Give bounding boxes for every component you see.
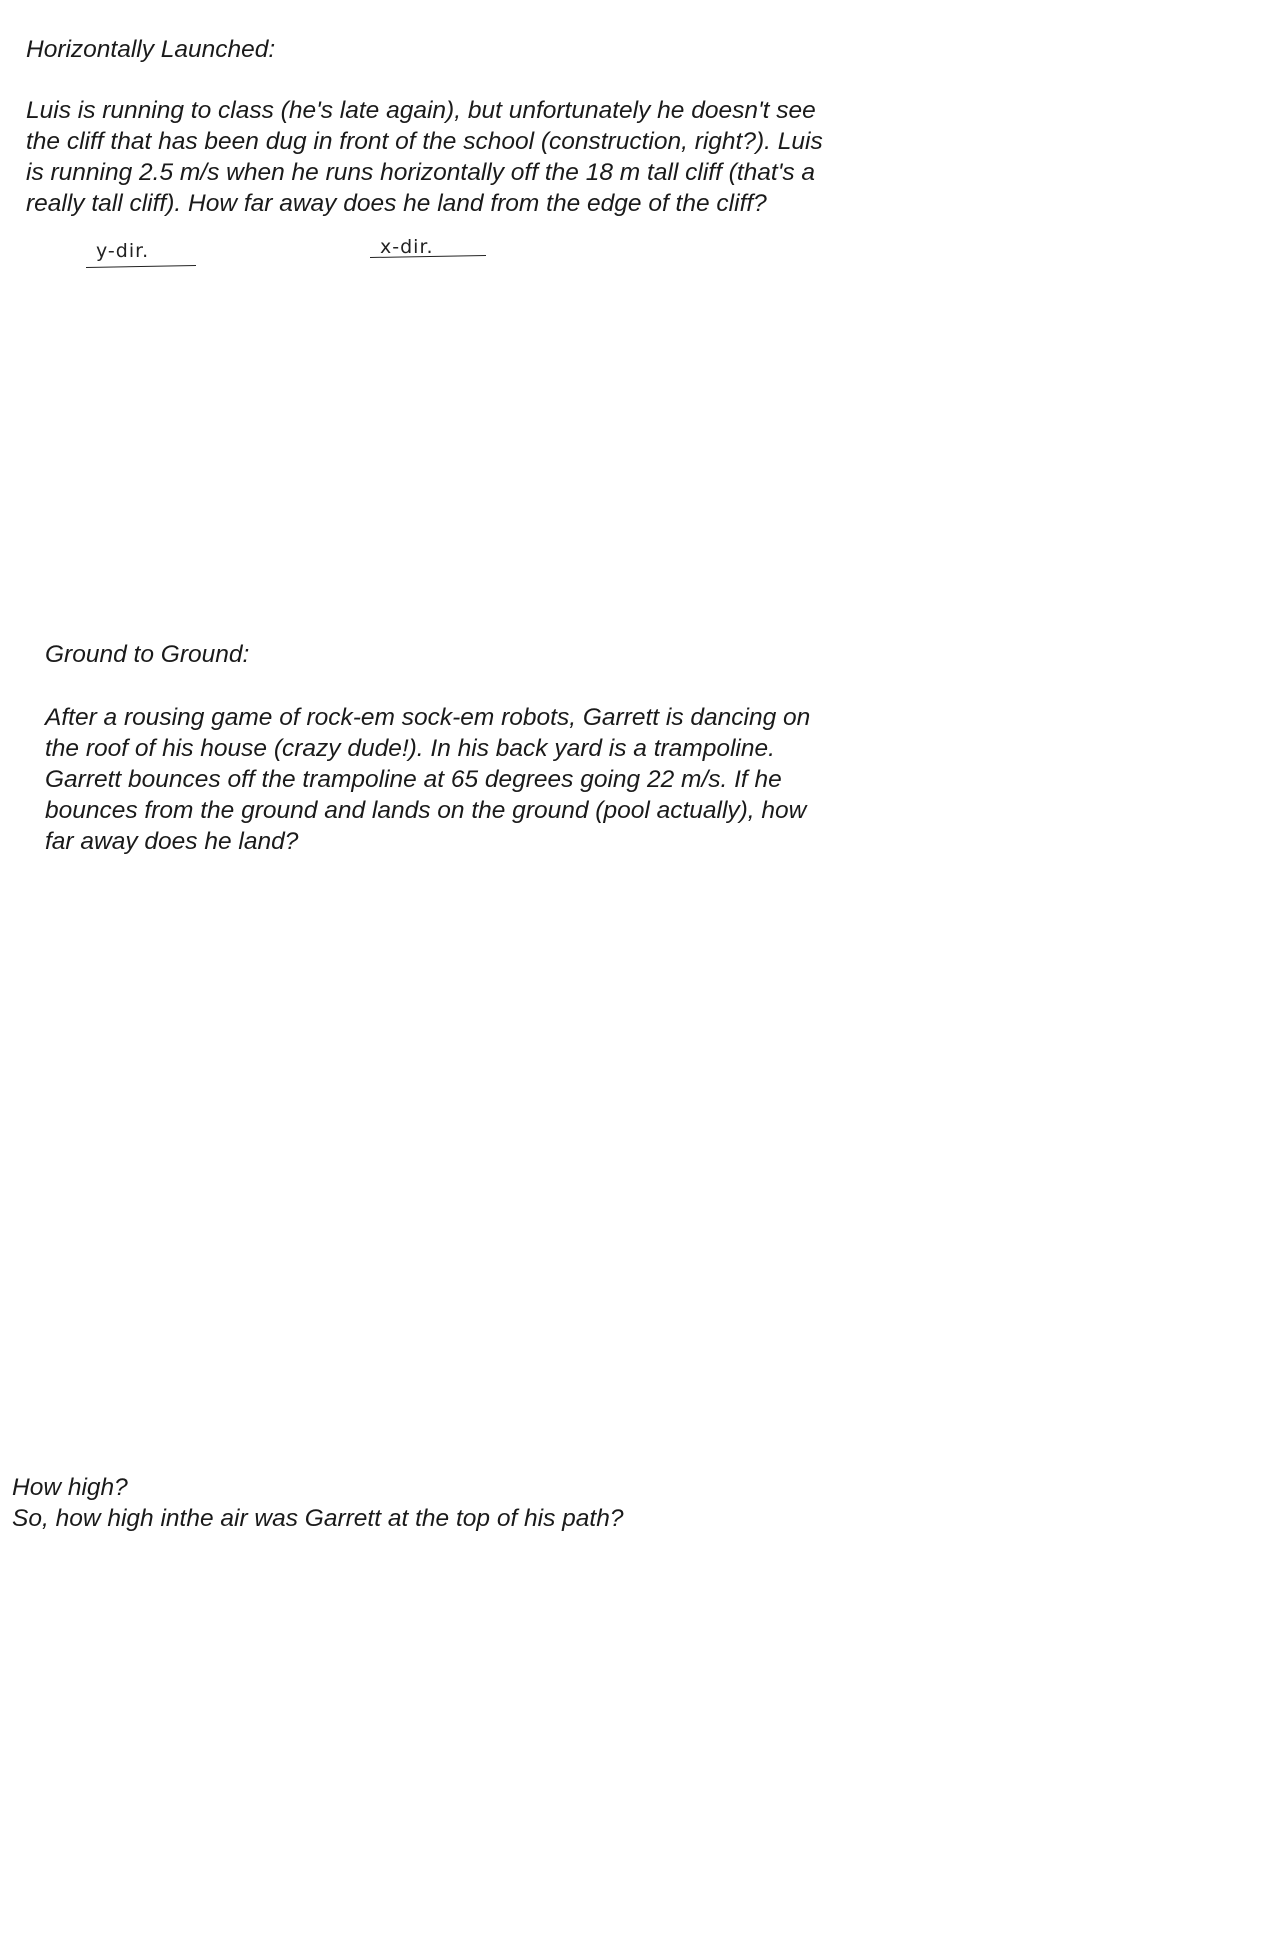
problem-text-ground-to-ground <box>45 702 945 857</box>
problem-line: After a rousing game of rock-em sock-em robots, Garrett is dancing on <box>45 704 811 731</box>
handwritten-y-dir-label: y-dir. <box>96 240 150 262</box>
problem-line: the roof of his house (crazy dude!). In his back yard is a trampoline. <box>45 735 775 762</box>
problem-text-how-high: So, how high inthe air was Garrett at the top of his path? <box>12 1505 624 1532</box>
problem-line: really tall cliff). How far away does he land from the edge of the cliff? <box>26 190 767 217</box>
handwritten-underline <box>86 265 196 268</box>
problem-line: far away does he land? <box>45 828 299 855</box>
handwritten-x-dir-label: x-dir. <box>380 236 434 258</box>
problem-line: is running 2.5 m/s when he runs horizontally off the 18 m tall cliff (that's a <box>26 159 816 186</box>
problem-line: the cliff that has been dug in front of the school (construction, right?). Luis <box>26 128 823 155</box>
section-heading-horizontally-launched: Horizontally Launched: <box>26 36 276 63</box>
problem-line: bounces from the ground and lands on the ground (pool actually), how <box>45 797 807 824</box>
problem-text-horizontally-launched <box>26 95 956 219</box>
problem-line: Luis is running to class (he's late again), but unfortunately he doesn't see <box>26 97 816 124</box>
problem-line: Garrett bounces off the trampoline at 65 degrees going 22 m/s. If he <box>45 766 782 793</box>
section-heading-how-high: How high? <box>12 1474 128 1501</box>
section-heading-ground-to-ground: Ground to Ground: <box>45 641 250 668</box>
